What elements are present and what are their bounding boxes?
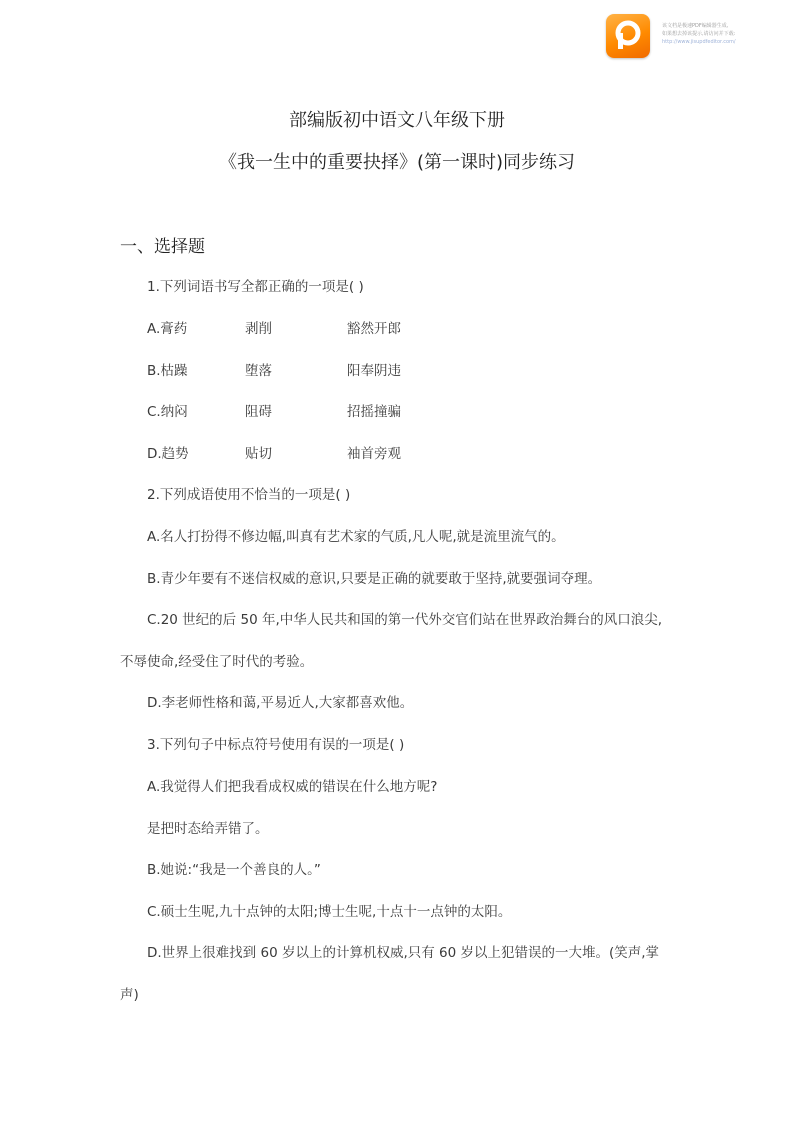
option-word: 堕落 — [245, 363, 272, 379]
p-logo-graphic — [606, 14, 650, 58]
logo-note-url[interactable]: http://www.jisupdfeditor.com/ — [662, 39, 736, 45]
option-word: 阳奉阴违 — [347, 363, 401, 379]
option-word: 豁然开郎 — [347, 321, 401, 337]
question-2-option-c: C.20 世纪的后 50 年,中华人民共和国的第一代外交官们站在世界政治舞台的风口浪尖, — [147, 612, 663, 628]
question-2-option-b: B.青少年要有不迷信权威的意识,只要是正确的就要敢于坚持,就要强词夺理。 — [147, 571, 602, 587]
question-1-option-c — [147, 400, 547, 420]
p-logo-icon — [606, 14, 650, 58]
page-subtitle: 《我一生中的重要抉择》(第一课时)同步练习 — [218, 152, 576, 173]
question-1-stem: 1.下列词语书写全都正确的一项是( ) — [147, 279, 364, 295]
section-heading: 一、选择题 — [120, 237, 205, 257]
question-2-stem: 2.下列成语使用不恰当的一项是( ) — [147, 487, 351, 503]
option-label: D.趋势 — [147, 446, 189, 462]
question-3-option-a-continued: 是把时态给弄错了。 — [147, 821, 269, 837]
question-3-option-b: B.她说:“我是一个善良的人。” — [147, 862, 321, 878]
option-word: 招摇撞骗 — [347, 404, 401, 420]
option-label: A.膏药 — [147, 321, 188, 337]
question-3-option-d: D.世界上很难找到 60 岁以上的计算机权威,只有 60 岁以上犯错误的一大堆。(笑声,掌 — [147, 945, 660, 961]
question-1-option-b — [147, 359, 547, 379]
option-word: 贴切 — [245, 446, 272, 462]
question-1-option-d — [147, 442, 547, 462]
logo-note-line: 如果想去掉该提示,请访问并下载: — [662, 31, 736, 37]
question-2-option-c-continued: 不辱使命,经受住了时代的考验。 — [120, 654, 314, 670]
logo-note — [662, 22, 788, 46]
logo-note-line: 该文档是极速PDF编辑器生成, — [662, 23, 729, 29]
question-3-stem: 3.下列句子中标点符号使用有误的一项是( ) — [147, 737, 405, 753]
question-2-option-d: D.李老师性格和蔼,平易近人,大家都喜欢他。 — [147, 695, 414, 711]
option-label: C.纳闷 — [147, 404, 188, 420]
question-3-option-d-continued: 声) — [120, 987, 139, 1003]
question-1-option-a — [147, 317, 547, 337]
page-title: 部编版初中语文八年级下册 — [289, 110, 505, 131]
option-word: 剥削 — [245, 321, 272, 337]
option-word: 阻碍 — [245, 404, 272, 420]
question-3-option-c: C.硕士生呢,九十点钟的太阳;博士生呢,十点十一点钟的太阳。 — [147, 904, 512, 920]
option-word: 袖首旁观 — [347, 446, 401, 462]
question-2-option-a: A.名人打扮得不修边幅,叫真有艺术家的气质,凡人呢,就是流里流气的。 — [147, 529, 565, 545]
option-label: B.枯躁 — [147, 363, 188, 379]
question-3-option-a: A.我觉得人们把我看成权威的错误在什么地方呢? — [147, 779, 438, 795]
